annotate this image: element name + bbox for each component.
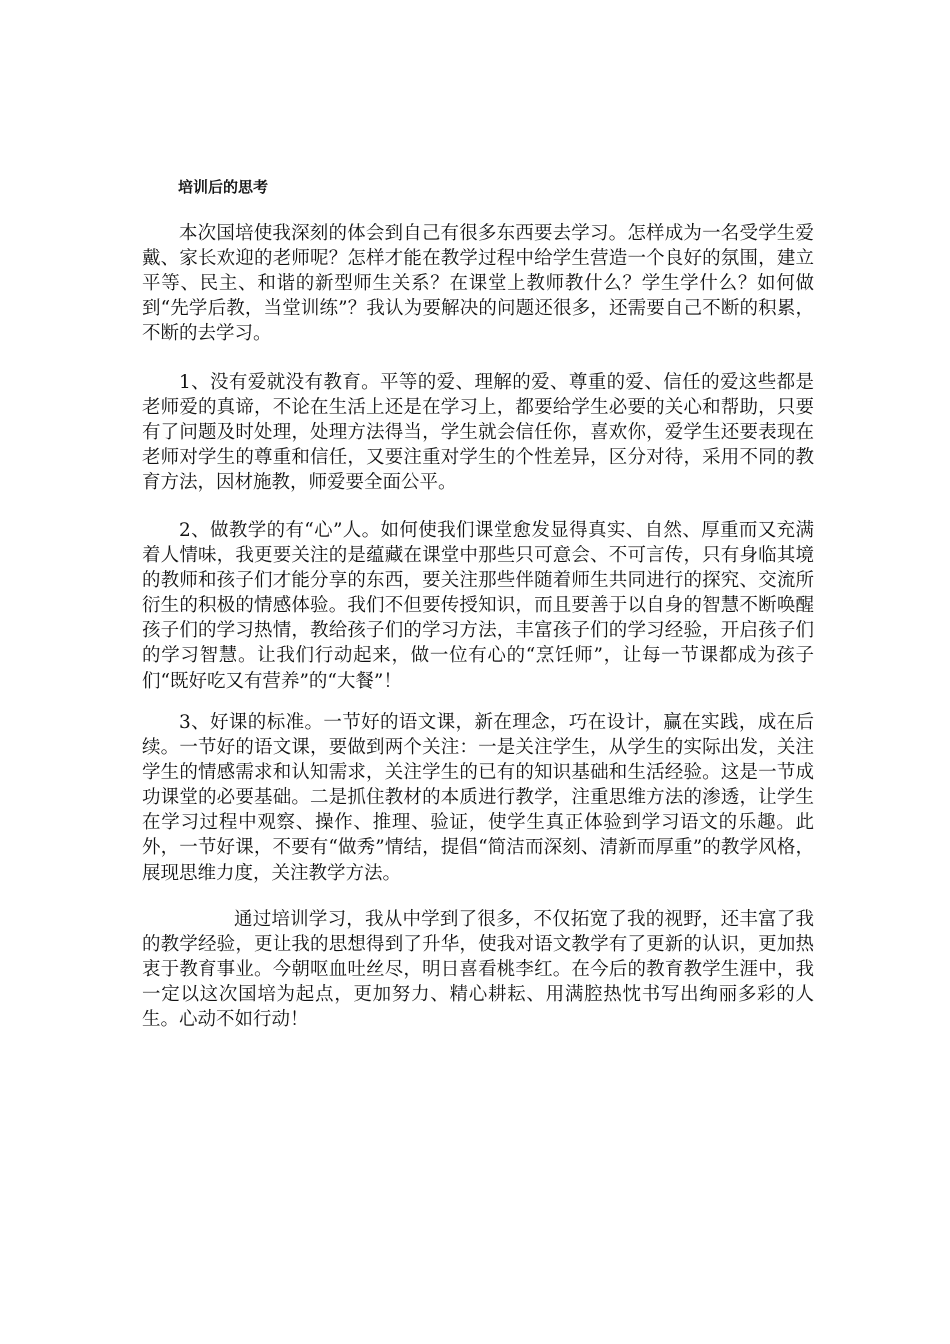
document-title: 培训后的思考 [178, 178, 269, 196]
point-1-paragraph: 1、没有爱就没有教育。平等的爱、理解的爱、尊重的爱、信任的爱这些都是老师爱的真谛，不论在生活上还是在学习上，都要给学生必要的关心和帮助，只要有了问题及时处理，处理方法得当，学生就会信任你，喜欢你，爱学生还要表现在老师对学生的尊重和信任，又要注重对学生的个性差异，区分对待，采用不同的教育方法，因材施教，师爱要全面公平。 [142, 372, 814, 494]
intro-paragraph: 本次国培使我深刻的体会到自己有很多东西要去学习。怎样成为一名受学生爱戴、家长欢迎的老师呢？怎样才能在教学过程中给学生营造一个良好的氛围，建立平等、民主、和谐的新型师生关系？在课堂上教师教什么？学生学什么？如何做到“先学后教，当堂训练”？我认为要解决的问题还很多，还需要自己不断的积累，不断的去学习。 [142, 223, 814, 345]
point-3-paragraph: 3、好课的标准。一节好的语文课，新在理念，巧在设计，赢在实践，成在后续。一节好的语文课，要做到两个关注：一是关注学生，从学生的实际出发，关注学生的情感需求和认知需求，关注学生的已有的知识基础和生活经验。这是一节成功课堂的必要基础。二是抓住教材的本质进行教学，注重思维方法的渗透，让学生在学习过程中观察、操作、推理、验证，使学生真正体验到学习语文的乐趣。此外，一节好课，不要有“做秀”情结，提倡“简洁而深刻、清新而厚重”的教学风格，展现思维力度，关注教学方法。 [142, 712, 814, 884]
conclusion-paragraph: 通过培训学习，我从中学到了很多，不仅拓宽了我的视野，还丰富了我的教学经验，更让我的思想得到了升华，使我对语文教学有了更新的认识，更加热衷于教育事业。今朝呕血吐丝尽，明日喜看桃李红。在今后的教育教学生涯中，我一定以这次国培为起点，更加努力、精心耕耘、用满腔热忱书写出绚丽多彩的人生。心动不如行动！ [142, 909, 814, 1031]
point-2-paragraph: 2、做教学的有“心”人。如何使我们课堂愈发显得真实、自然、厚重而又充满着人情味，我更要关注的是蕴藏在课堂中那些只可意会、不可言传，只有身临其境的教师和孩子们才能分享的东西，要关注那些伴随着师生共同进行的探究、交流所衍生的积极的情感体验。我们不但要传授知识，而且要善于以自身的智慧不断唤醒孩子们的学习热情，教给孩子们的学习方法，丰富孩子们的学习经验，开启孩子们的学习智慧。让我们行动起来，做一位有心的“烹饪师”，让每一节课都成为孩子们“既好吃又有营养”的“大餐”！ [142, 520, 814, 692]
